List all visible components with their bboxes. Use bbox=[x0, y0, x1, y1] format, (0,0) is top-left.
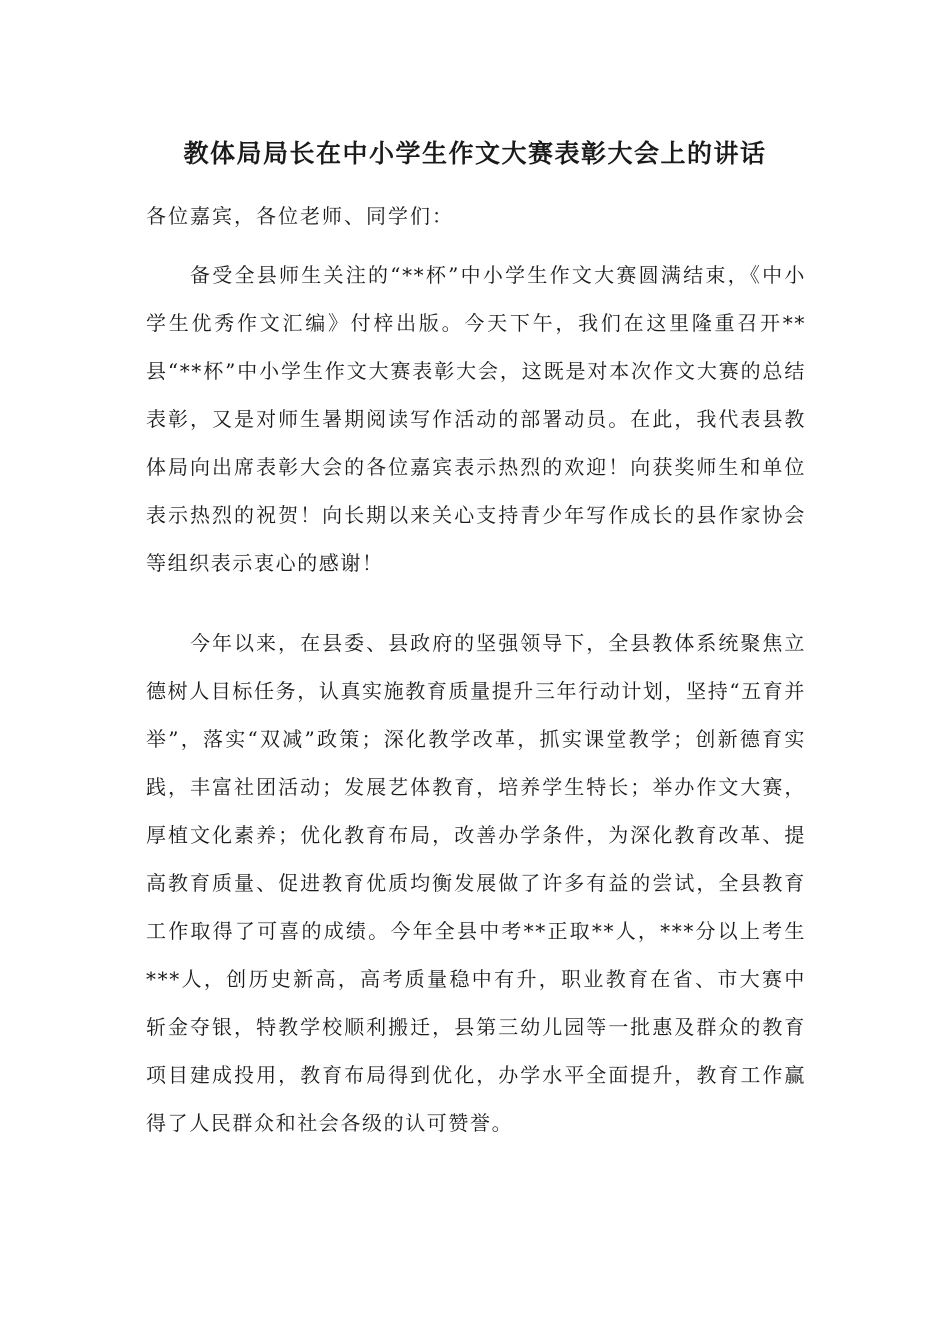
paragraph-welcome: 备受全县师生关注的“**杯”中小学生作文大赛圆满结束，《中小学生优秀作文汇编》付梓出版。今天下午，我们在这里隆重召开**县“**杯”中小学生作文大赛表彰大会，这既是对本次作文大赛的总结表彰，又是对师生暑期阅读写作活动的部署动员。在此，我代表县教体局向出席表彰大会的各位嘉宾表示热烈的欢迎！向获奖师生和单位表示热烈的祝贺！向长期以来关心支持青少年写作成长的县作家协会等组织表示衷心的感谢！ bbox=[146, 263, 806, 575]
salutation: 各位嘉宾，各位老师、同学们： bbox=[146, 204, 454, 228]
paragraph-achievements: 今年以来，在县委、县政府的坚强领导下，全县教体系统聚焦立德树人目标任务，认真实施教育质量提升三年行动计划，坚持“五育并举”，落实“双减”政策；深化教学改革，抓实课堂教学；创新德育实践，丰富社团活动；发展艺体教育，培养学生特长；举办作文大赛，厚植文化素养；优化教育布局，改善办学条件，为深化教育改革、提高教育质量、促进教育优质均衡发展做了许多有益的尝试，全县教育工作取得了可喜的成绩。今年全县中考**正取**人，***分以上考生***人，创历史新高，高考质量稳中有升，职业教育在省、市大赛中斩金夺银，特教学校顺利搬迁，县第三幼儿园等一批惠及群众的教育项目建成投用，教育布局得到优化，办学水平全面提升，教育工作赢得了人民群众和社会各级的认可赞誉。 bbox=[146, 631, 806, 1135]
document-title: 教体局局长在中小学生作文大赛表彰大会上的讲话 bbox=[183, 139, 767, 168]
